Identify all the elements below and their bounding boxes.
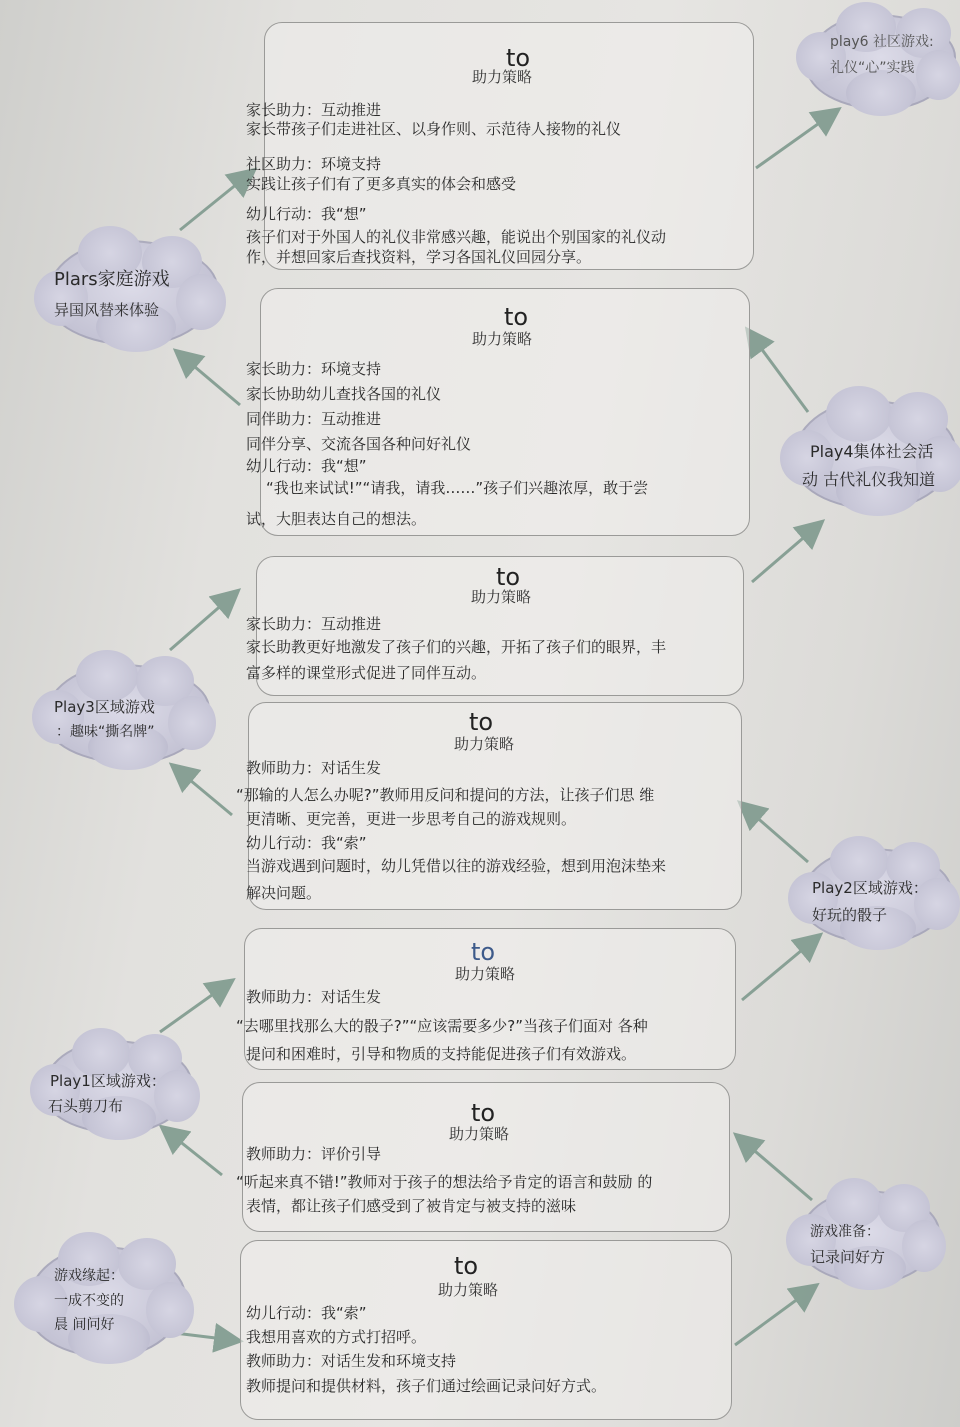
cloud-play1-subtitle: 石头剪刀布	[48, 1097, 124, 1115]
box4-line: 幼儿行动：我“索”	[246, 834, 367, 852]
arrow-left3-to-box3	[170, 596, 232, 650]
box3-line: 家长助教更好地激发了孩子们的兴趣，开拓了孩子们的眼界，丰	[246, 638, 667, 656]
cloud-prep-title: 游戏准备：	[810, 1224, 880, 1240]
box7-line: 教师提问和提供材料，孩子们通过绘画记录问好方式。	[246, 1377, 607, 1395]
arrow-box2-to-left1	[182, 356, 240, 405]
to-label: to	[471, 938, 496, 966]
cloud-play4-title: Play4集体社会活	[810, 442, 934, 461]
box2-line: 同伴助力：互动推进	[246, 410, 382, 428]
box4-line: 当游戏遇到问题时，幼儿凭借以往的游戏经验，想到用泡沫垫来	[246, 857, 667, 875]
box5-line: “去哪里找那么大的骰子?”“应该需要多少?”当孩子们面对 各种	[236, 1017, 648, 1035]
to-label: to	[454, 1252, 479, 1280]
arrow-right6-to-box6	[742, 1140, 812, 1200]
to-label: to	[496, 563, 521, 591]
box6-line: 表情，都让孩子们感受到了被肯定与被支持的滋味	[246, 1197, 577, 1215]
cloud-origin-line1: 游戏缘起：	[54, 1268, 124, 1284]
box3-line: 富多样的课堂形式促进了同伴互动。	[246, 664, 487, 682]
cloud-play3-subtitle: ：趣味“撕名牌”	[56, 724, 155, 740]
box2-line: 家长协助幼儿查找各国的礼仪	[246, 385, 442, 403]
box2-line: 家长助力：环境支持	[246, 360, 382, 378]
strategy-label: 助力策略	[438, 1281, 499, 1299]
strategy-label: 助力策略	[449, 1125, 510, 1143]
box1-line: 孩子们对于外国人的礼仪非常感兴趣，能说出个别国家的礼仪动	[246, 228, 667, 246]
cloud-origin-line3: 晨 间问好	[54, 1317, 115, 1333]
box6-line: “听起来真不错!”教师对于孩子的想法给予肯定的语言和鼓励 的	[236, 1173, 653, 1191]
strategy-label: 助力策略	[454, 735, 515, 753]
box7-line: 我想用喜欢的方式打招呼。	[246, 1328, 427, 1346]
to-label: to	[471, 1099, 496, 1127]
box5-line: 提问和困难时，引导和物质的支持能促进孩子们有效游戏。	[246, 1045, 637, 1063]
box2-line: 试，大胆表达自己的想法。	[246, 510, 427, 528]
box7-line: 教师助力：对话生发和环境支持	[246, 1352, 457, 1370]
to-label: to	[504, 303, 529, 331]
box2-line: “我也来试试!”“请我，请我……”孩子们兴趣浓厚，敢于尝	[266, 479, 649, 497]
arrow-left1-to-box1	[180, 175, 248, 230]
cloud-plars-title: Plars家庭游戏	[54, 269, 170, 290]
to-label: to	[469, 708, 494, 736]
strategy-label: 助力策略	[472, 330, 533, 348]
cloud-play1-title: Play1区域游戏：	[50, 1072, 166, 1090]
box5-line: 教师助力：对话生发	[246, 988, 382, 1006]
cloud-play3-title: Play3区域游戏	[54, 698, 155, 716]
box4-line: 更清晰、更完善，更进一步思考自己的游戏规则。	[246, 810, 577, 828]
box1-line: 实践让孩子们有了更多真实的体会和感受	[246, 175, 517, 193]
strategy-label: 助力策略	[455, 965, 516, 983]
cloud-origin-line2: 一成不变的	[54, 1293, 124, 1309]
strategy-label: 助力策略	[472, 68, 533, 86]
cloud-play4-subtitle: 动 古代礼仪我知道	[802, 470, 936, 489]
to-label: to	[506, 44, 531, 72]
box1-line: 社区助力：环境支持	[246, 155, 382, 173]
box1-line: 家长助力：互动推进	[246, 101, 382, 119]
arrow-box3-to-right2	[752, 527, 816, 582]
strategy-box-4	[248, 702, 742, 910]
box3-line: 家长助力：互动推进	[246, 615, 382, 633]
cloud-play6-title: play6 社区游戏:	[830, 34, 934, 50]
box2-line: 同伴分享、交流各国各种问好礼仪	[246, 435, 472, 453]
arrow-left5-to-box5	[160, 985, 226, 1032]
box6-line: 教师助力：评价引导	[246, 1145, 382, 1163]
cloud-prep-subtitle: 记录问好方	[810, 1248, 886, 1266]
strategy-label: 助力策略	[471, 588, 532, 606]
cloud-play6-subtitle: 礼仪“心”实践	[830, 60, 915, 76]
box4-line: 解决问题。	[246, 884, 322, 902]
box1-line: 作，并想回家后查找资料，学习各国礼仪回园分享。	[246, 248, 592, 266]
box1-line: 家长带孩子们走进社区、以身作则、示范待人接物的礼仪	[246, 120, 622, 138]
arrow-box7-to-right6	[735, 1290, 810, 1345]
cloud-plars-subtitle: 异国风替来体验	[54, 301, 160, 319]
arrow-box4-to-left3	[178, 770, 232, 815]
arrow-box1-to-topright	[756, 114, 832, 168]
box2-line: 幼儿行动：我“想”	[246, 457, 367, 475]
cloud-play2-title: Play2区域游戏：	[812, 879, 928, 897]
cloud-play2-subtitle: 好玩的骰子	[812, 906, 888, 924]
box4-line: 教师助力：对话生发	[246, 759, 382, 777]
box4-line: “那输的人怎么办呢?”教师用反问和提问的方法，让孩子们思 维	[236, 786, 655, 804]
arrow-right4-to-box4	[746, 808, 808, 862]
box7-line: 幼儿行动：我“索”	[246, 1304, 367, 1322]
arrow-box6-to-left5	[168, 1132, 222, 1175]
arrow-box5-to-right4	[742, 940, 814, 1000]
box1-line: 幼儿行动：我“想”	[246, 205, 367, 223]
arrow-right2-to-box2	[752, 336, 808, 412]
